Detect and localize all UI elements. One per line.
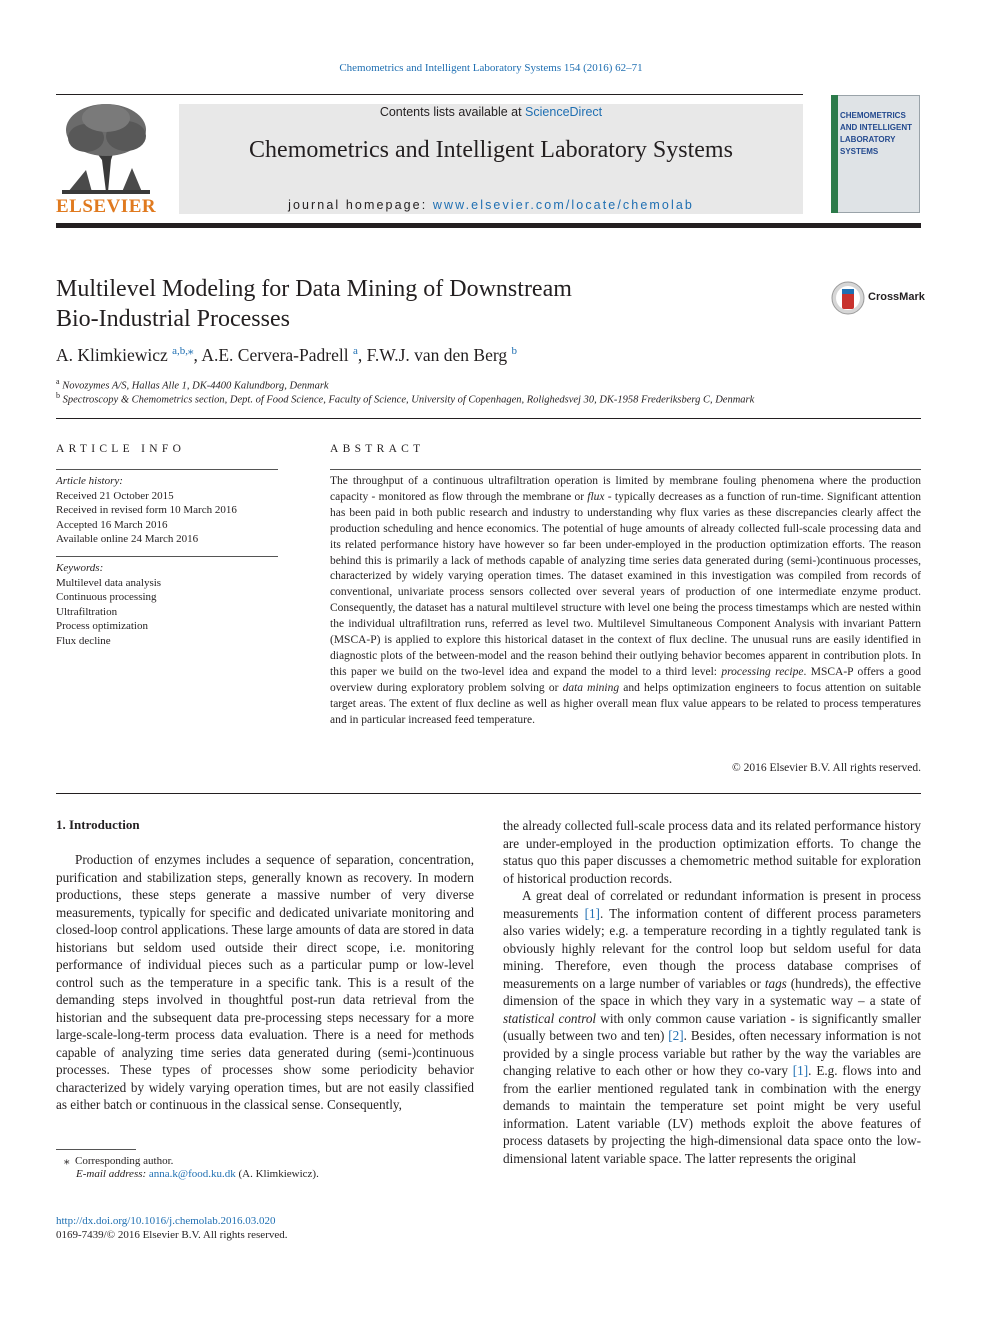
corresponding-author-note <box>64 1154 173 1167</box>
masthead-bottom-rule <box>56 223 921 228</box>
elsevier-wordmark <box>56 196 156 218</box>
footnote-divider <box>56 1149 136 1150</box>
issn-copyright: 0169-7439/© 2016 Elsevier B.V. All rights reserved. <box>56 1229 288 1241</box>
cover-title-line: CHEMOMETRICS <box>840 111 906 120</box>
keyword: Multilevel data analysis <box>56 576 162 589</box>
masthead-top-rule <box>56 94 803 95</box>
article-title-line: Multilevel Modeling for Data Mining of Downstream <box>56 276 572 302</box>
cover-title-line: SYSTEMS <box>840 147 879 156</box>
history-entry: Received in revised form 10 March 2016 <box>56 504 237 516</box>
keywords-divider <box>56 556 278 557</box>
body-column-left <box>56 851 474 1114</box>
abstract-bottom-divider <box>56 793 921 794</box>
abstract-copyright: © 2016 Elsevier B.V. All rights reserved. <box>732 762 921 774</box>
abstract-text: The throughput of a continuous ultrafiltration operation is limited by membrane fouling phenomena where the production capacity - monitored as flow through the membrane or flux - typically decreases as a function of run-time. Significant attention has been paid in both public research and industry to understanding why flux varies as these discrepancies clearly affect the production scheduling and hence economics. The potential of huge amounts of already collected full-scale processing data and its related performance history have however so far been under-employed in the production optimization efforts. The reason behind this is primarily a lack of methods capable of analyzing time series data generated during (semi-)continuous processes, characterized by widely varying operation times. The dataset examined in this investigation was compiled from records of conventional, univariate process sensors collected over several years of production of one intermediate enzyme product. Consequently, the dataset has a natural multilevel structure with level one being the process timestamps which are nested within the individual ultrafiltration runs, referred as level two. Multilevel Simultaneous Component Analysis with invariant Pattern (MSCA-P) is applied to explore this historical dataset in the context of flux decline. The unusual runs are easily identified in diagnostic plots of the between-model and the reason behind their outlying behavior becomes apparent in contribution plots. In this paper we build on the two-level idea and expand the model to a third level: processing recipe. MSCA-P offers a good overview during exploratory problem solving or data mining and helps optimization engineers to focus attention on suitable target areas. The extent of flux decline as well as higher overall mean flux value appears to be related to process temperatures and in particular increased feed temperature. <box>330 475 922 726</box>
history-entry: Available online 24 March 2016 <box>56 533 199 545</box>
body-paragraph: the already collected full-scale process data and its related performance history are under-employed in the production optimization efforts. To change the status quo this paper discusses a chemometric method suitable for exploration of historical production records. <box>503 818 921 886</box>
affiliation-text: Spectroscopy & Chemometrics section, Dept. of Food Science, Faculty of Science, University of Copenhagen, Rolighedsvej 30, DK-1958 Frederiksberg C, Denmark <box>62 394 755 406</box>
reference-link[interactable]: [1] <box>792 1063 809 1078</box>
keyword: Flux decline <box>56 634 111 647</box>
body-paragraph: A great deal of correlated or redundant information is present in process measurements [1]. The information content of different process parameters also varies widely; e.g. a temperature recording in a tightly regulated tank is obviously highly relevant for the control loop but seldom useful for data mining. Therefore, even though the process database comprises of measurements on a large number of variables or tags (hundreds), the effective dimension of the space in which they vary in a systematic way – a state of statistical control with only common cause variation - is significantly smaller (usually between two and ten) [2]. Besides, often necessary information is not provided by a single process variable but rather by the way the variables are changing relative to each other or how they co-vary [1]. E.g. flows into and from the earlier mentioned regulated tank in combination with the energy demands to maintain the temperature set point might be very useful information. Latent variable (LV) methods exploit the above features of process datasets by projecting the high-dimensional data space onto the low-dimensional latent variable space. The latter represents the original <box>503 888 922 1166</box>
history-entry: Accepted 16 March 2016 <box>56 518 168 531</box>
corresponding-label: Corresponding author. <box>75 1155 174 1167</box>
affiliation-text: Novozymes A/S, Hallas Alle 1, DK-4400 Kalundborg, Denmark <box>62 380 329 392</box>
body-column-right <box>503 817 921 1167</box>
affiliation-divider <box>56 418 921 419</box>
affiliation-mark: b <box>56 391 60 400</box>
article-title <box>56 274 696 334</box>
publisher-name: ELSEVIER <box>56 196 157 217</box>
author-affiliation-mark[interactable]: b <box>511 345 518 357</box>
article-history <box>56 474 278 547</box>
keywords-label: Keywords: <box>56 562 104 574</box>
contents-line <box>179 105 803 119</box>
article-title-line: Bio-Industrial Processes <box>56 306 290 332</box>
homepage-line <box>179 198 803 212</box>
cover-title-line: AND INTELLIGENT <box>840 123 912 132</box>
crossmark-label[interactable]: CrossMark <box>868 291 925 303</box>
crossmark-icon[interactable] <box>831 281 865 315</box>
reference-link[interactable]: [1] <box>584 905 600 921</box>
article-info-divider <box>56 469 278 470</box>
journal-cover-stripe <box>831 95 838 213</box>
author-affiliation-mark[interactable]: a,b,⁎ <box>172 345 194 357</box>
journal-title: Chemometrics and Intelligent Laboratory Systems <box>249 137 733 163</box>
email-label: E-mail address: <box>76 1168 149 1180</box>
doi-link[interactable]: http://dx.doi.org/10.1016/j.chemolab.2016.03.020 <box>56 1215 276 1227</box>
history-entry: Received 21 October 2015 <box>56 489 174 502</box>
sciencedirect-link[interactable]: ScienceDirect <box>525 105 603 119</box>
abstract-divider <box>330 469 921 470</box>
affiliation <box>56 391 754 406</box>
homepage-link[interactable]: www.elsevier.com/locate/chemolab <box>432 198 694 212</box>
keyword: Ultrafiltration <box>56 605 118 618</box>
email-suffix: (A. Klimkiewicz). <box>235 1168 319 1180</box>
author-name[interactable]: F.W.J. van den Berg <box>366 344 508 365</box>
section-heading-introduction: 1. Introduction <box>56 817 140 832</box>
footnote-star: ⁎ <box>64 1155 70 1167</box>
keywords-block <box>56 561 278 648</box>
abstract-heading: ABSTRACT <box>330 443 425 455</box>
homepage-prefix: journal homepage: <box>288 198 433 212</box>
contents-prefix: Contents lists available at <box>379 105 526 119</box>
author-affiliation-mark[interactable]: a <box>352 345 358 357</box>
article-info-heading: ARTICLE INFO <box>56 443 186 455</box>
journal-citation[interactable]: Chemometrics and Intelligent Laboratory Systems 154 (2016) 62–71 <box>339 62 643 74</box>
article-history-label: Article history: <box>56 475 123 487</box>
author-list: A. Klimkiewicz $^{a,b,⁎}$, A.E. Cervera-Padrell $^a$, F.W.J. van den Berg $^b$ <box>56 344 518 365</box>
reference-link[interactable]: [2] <box>668 1028 684 1043</box>
email-link[interactable]: anna.k@food.ku.dk <box>148 1168 236 1180</box>
keyword: Process optimization <box>56 620 148 632</box>
author-name[interactable]: A. Klimkiewicz <box>56 344 168 365</box>
body-paragraph: Production of enzymes includes a sequence of separation, concentration, purification and stabilization steps, generally known as recovery. In modern productions, these steps generate a massive number of very diverse measurements, typically for specific and dedicated univariate monitoring and closed-loop control applications. These large amounts of data are stored in data historians but seldom used outside their direct scope, i.e. monitoring performance of individual pieces such as a particular pump or low-level control such as the temperature in a specific tank. This is a result of the demanding steps involved in thoughtful post-run data retrieval from the historian and the subsequent data pre-processing steps necessary for a more large-scale-long-term process data evaluation. There is a need for methods capable of analyzing time series data generated during (semi-)continuous processes. These types of processes show some periodicity behavior characterized by widely varying operation times, but are not easily classified as either batch or continuous in the classical sense. Consequently, <box>56 852 474 1112</box>
author-name[interactable]: A.E. Cervera-Padrell <box>201 344 349 365</box>
affiliation-mark: a <box>56 377 60 386</box>
cover-title-line: LABORATORY <box>840 135 896 144</box>
keyword: Continuous processing <box>56 591 157 603</box>
email-note <box>76 1168 319 1180</box>
affiliation <box>56 377 329 392</box>
journal-cover-title <box>840 110 920 158</box>
